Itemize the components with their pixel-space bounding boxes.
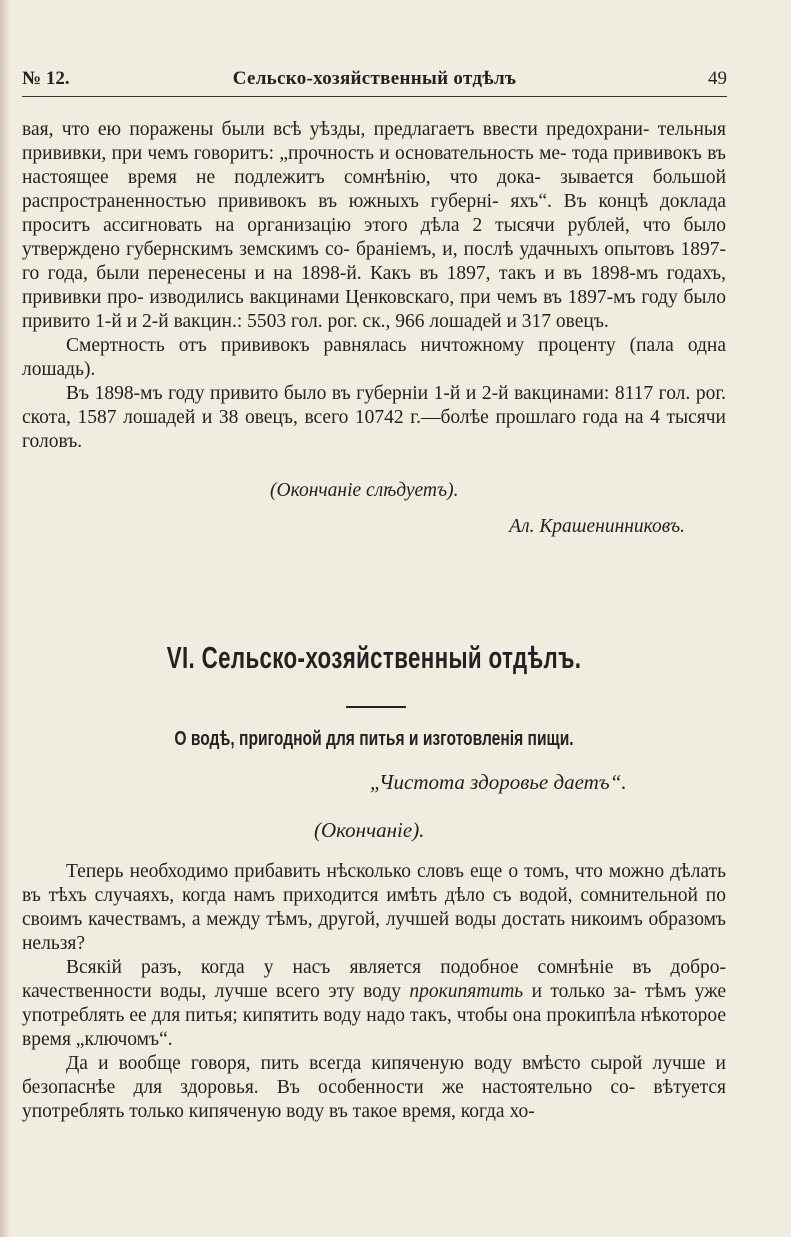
text-line: и на 1898-й. Какъ въ 1897, такъ и въ 1898-мъ годахъ, прививки про- (22, 263, 727, 308)
text-line: тельныя прививки, при чемъ говоритъ: „прочность и основательность ме- (22, 119, 726, 164)
text-line: тода прививокъ въ настоящее время не подлежитъ сомнѣнію, что дока- (22, 143, 727, 188)
text-line: качественности воды, лучше всего эту воду (22, 981, 410, 1002)
page-number: 49 (708, 68, 727, 89)
page-edge-shadow (0, 0, 10, 1237)
issue-number: № 12. (22, 68, 70, 89)
article2-paragraph-2 (22, 956, 726, 1052)
text-line: привито 1-й и 2-й вакцин.: 5503 гол. рог. ск., 966 лошадей и 317 овецъ. (22, 311, 609, 332)
article2-paragraph-3 (22, 1052, 726, 1124)
text-line: съ водой, сомнительной по своимъ качествамъ, а между тѣмъ, другой, (22, 885, 726, 930)
text-line: браніемъ, и, послѣ удачныхъ опытовъ 1897-го года, были перенесены (22, 239, 726, 284)
text-line: Въ 1898-мъ году привито было въ губерніи 1-й и 2-й вакцинами: (66, 383, 610, 404)
text-line: 2 тысячи рублей, что было утверждено губернскимъ земскимъ со- (22, 215, 726, 260)
text-line: яхъ“. Въ концѣ доклада проситъ ассигновать на организацію этого дѣла (22, 191, 726, 236)
text-line: Теперь необходимо прибавить нѣсколько словъ еще о томъ, что (66, 861, 603, 882)
text-line: зывается большой распространенностью прививокъ въ южныхъ губерні- (22, 167, 727, 212)
text-line: Всякій разъ, когда у насъ является подобное сомнѣніе въ добро- (66, 957, 726, 978)
text-line: тѣмъ уже употреблять ее для питья; кипятить воду надо такъ, чтобы (22, 981, 726, 1026)
article1-paragraph-2 (22, 334, 726, 382)
text-line: одна лошадь). (22, 335, 727, 380)
text-line: вая, что ею поражены были всѣ уѣзды, предлагаетъ ввести предохрани- (22, 119, 650, 140)
text-line: вѣтуется употреблять только кипяченую воду въ такое время, когда хо- (22, 1077, 726, 1122)
author-signature: Ал. Крашенинниковъ. (509, 516, 685, 537)
text-line: лучшей воды достать никоимъ образомъ нельзя? (22, 909, 727, 954)
emphasis-word: прокипятить (409, 981, 524, 1002)
text-line: можно дѣлать въ тѣхъ случаяхъ, когда намъ приходится имѣть дѣло (22, 861, 726, 906)
article2-paragraph-1 (22, 860, 726, 956)
article1-paragraph-3 (22, 382, 726, 454)
epigraph: „Чистота здоровье даетъ“. (370, 770, 627, 794)
text-line: она прокипѣла нѣкоторое время „ключомъ“. (22, 1005, 726, 1050)
section-title: VI. Сельско-хозяйственный отдѣлъ. (166, 640, 582, 675)
section-rule (346, 706, 406, 708)
text-line: прошлаго года на 4 тысячи головъ. (22, 407, 726, 452)
text-line: Смертность отъ прививокъ равнялась ничтожному проценту (пала (66, 335, 674, 356)
article-subtitle: О водѣ, пригодной для питья и изготовленія пищи. (174, 728, 574, 750)
to-be-continued: (Окончаніе слѣдуетъ). (270, 480, 459, 501)
text-line: изводились вакцинами Ценковскаго, при чемъ въ 1897-мъ году было (149, 287, 726, 308)
continuation-label: (Окончаніе). (314, 818, 425, 842)
text-line: 8117 гол. рог. скота, 1587 лошадей и 38 овецъ, всего 10742 г.—болѣе (22, 383, 727, 428)
text-line: и только за- (523, 981, 637, 1002)
text-line: Да и вообще говоря, пить всегда кипяченую воду вмѣсто сырой (66, 1053, 643, 1074)
article1-paragraph-1 (22, 118, 726, 334)
header-rule (22, 96, 727, 97)
header-section-title: Сельско-хозяйственный отдѣлъ (232, 68, 517, 89)
running-header (22, 68, 727, 96)
article2-body (22, 860, 726, 1124)
text-line: лучше и безопаснѣе для здоровья. Въ особенности же настоятельно со- (22, 1053, 726, 1098)
article1-body (22, 118, 726, 454)
